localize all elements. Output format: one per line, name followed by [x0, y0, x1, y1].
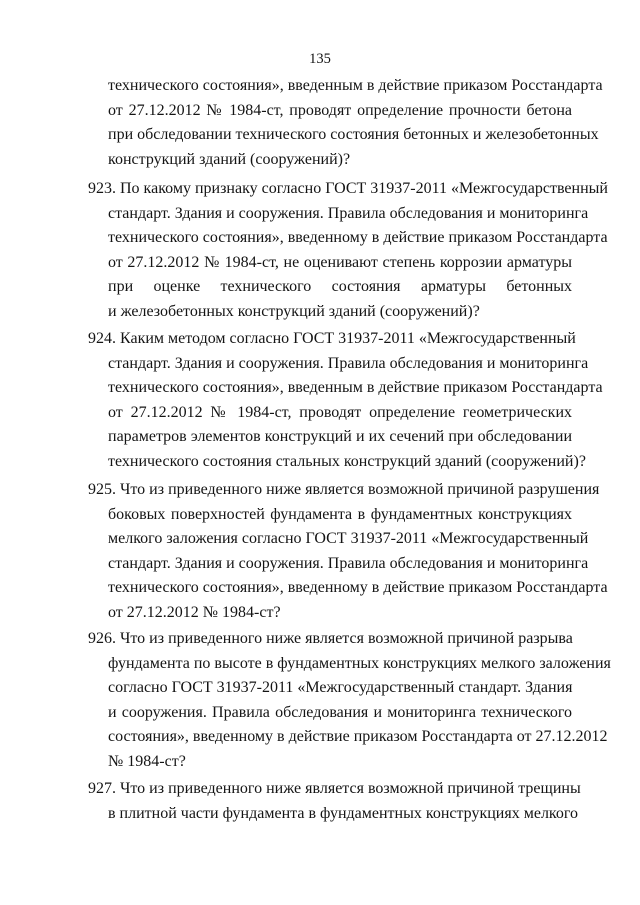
question-line: боковых поверхностей фундамента в фундаментных конструкциях [108, 505, 572, 523]
question-line: от 27.12.2012 № 1984-ст? [108, 603, 281, 621]
continuation-line: при обследовании технического состояния бетонных и железобетонных [108, 126, 599, 143]
question-line: согласно ГОСТ 31937-2011 «Межгосударственный стандарт. Здания [108, 679, 573, 696]
question-line: параметров элементов конструкций и их сечений при обследовании [108, 428, 572, 445]
question-line: № 1984-ст? [108, 752, 186, 770]
question-line: в плитной части фундамента в фундаментных конструкциях мелкого [108, 804, 579, 822]
question-line: от 27.12.2012 № 1984-ст, не оценивают степень коррозии арматуры [108, 253, 572, 271]
question-line: мелкого заложения согласно ГОСТ 31937-2011 «Межгосударственный [108, 530, 589, 547]
continuation-line: от 27.12.2012 № 1984-ст, проводят определение прочности бетона [108, 101, 572, 119]
continuation-line: технического состояния», введенным в действие приказом Росстандарта [108, 77, 603, 94]
question-line: технического состояния», введенному в действие приказом Росстандарта [108, 229, 608, 246]
question-line: при оценке технического состояния арматуры бетонных [108, 278, 572, 295]
question-first-line: 926. Что из приведенного ниже является возможной причиной разрыва [88, 630, 573, 647]
question-first-line: 925. Что из приведенного ниже является возможной причиной разрушения [88, 481, 600, 498]
page-number: 135 [309, 51, 331, 67]
continuation-line: конструкций зданий (сооружений)? [108, 150, 351, 168]
question-line: от 27.12.2012 № 1984-ст, проводят определение геометрических [108, 403, 572, 421]
question-line: и железобетонных конструкций зданий (сооружений)? [108, 302, 480, 320]
question-line: и сооружения. Правила обследования и мониторинга технического [108, 703, 572, 721]
question-line: стандарт. Здания и сооружения. Правила обследования и мониторинга [108, 204, 589, 222]
question-first-line: 927. Что из приведенного ниже является возможной причиной трещины [88, 780, 581, 797]
question-first-line: 924. Каким методом согласно ГОСТ 31937-2011 «Межгосударственный [88, 330, 576, 347]
question-line: стандарт. Здания и сооружения. Правила обследования и мониторинга [108, 354, 589, 372]
question-first-line: 923. По какому признаку согласно ГОСТ 31937-2011 «Межгосударственный [88, 180, 608, 197]
question-line: стандарт. Здания и сооружения. Правила обследования и мониторинга [108, 554, 589, 572]
question-line: состояния», введенному в действие приказом Росстандарта от 27.12.2012 [108, 728, 608, 745]
question-line: технического состояния», введенному в действие приказом Росстандарта [108, 579, 608, 596]
question-line: фундамента по высоте в фундаментных конструкциях мелкого заложения [108, 654, 611, 672]
question-line: технического состояния стальных конструкций зданий (сооружений)? [108, 452, 586, 470]
question-line: технического состояния», введенным в действие приказом Росстандарта [108, 379, 603, 396]
